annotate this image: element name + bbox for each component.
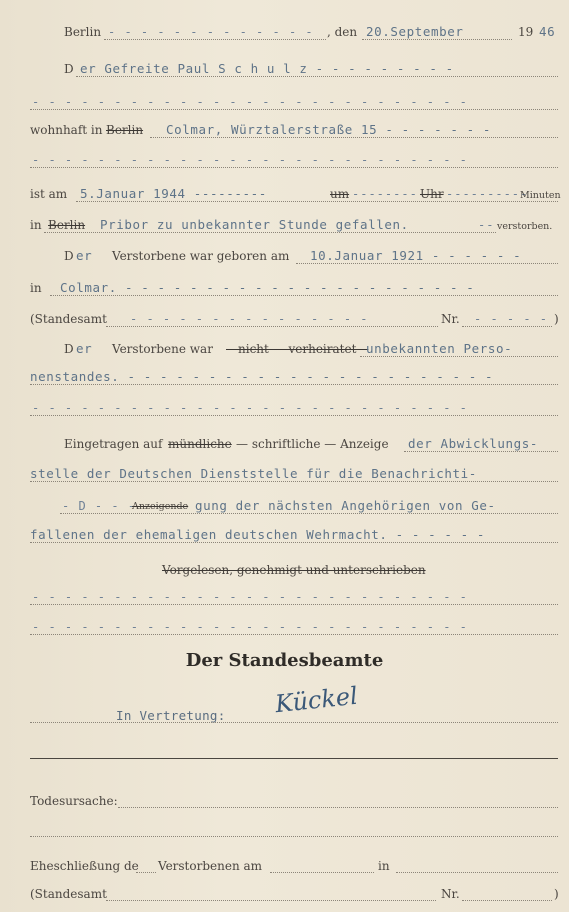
filler-dashes: - - - - - - - - - - - - - - - - - - - - - - - - - - -: [32, 95, 468, 109]
marital-status-cont: nenstandes. - - - - - - - - - - - - - - - - - - - - - - -: [30, 369, 494, 384]
nicht-verheiratet-struck: —nicht — verheiratet—: [226, 342, 369, 356]
d-dashes: - D - - -: [62, 499, 137, 513]
close-paren: ): [554, 887, 559, 901]
dotted-line: [296, 263, 558, 264]
vorgelesen-struck: Vorgelesen, genehmigt und unterschrieben: [162, 563, 426, 577]
anzeigende-struck: Anzeigende: [132, 501, 189, 512]
dotted-line: [150, 137, 558, 138]
ist-am-label: ist am: [30, 187, 68, 201]
dotted-line: [396, 872, 558, 873]
registrant: der Abwicklungs-: [408, 436, 539, 451]
registrant-cont: gung der nächsten Angehörigen von Ge-: [195, 498, 496, 513]
dotted-line: [30, 481, 558, 482]
year-value: 46: [539, 24, 556, 39]
in-label: in: [30, 281, 42, 295]
city-label: Berlin: [64, 25, 102, 39]
dotted-line: [30, 109, 558, 110]
time-dashes: --------: [352, 187, 418, 201]
muendliche-struck: mündliche: [168, 437, 232, 451]
uhr-struck: Uhr: [420, 187, 444, 201]
nr-label: Nr.: [441, 887, 460, 901]
registrant-cont: fallenen der ehemaligen deutschen Wehrmacht. - - - - - -: [30, 527, 486, 542]
der-suffix: er: [76, 341, 93, 356]
dotted-line: [50, 295, 558, 296]
dotted-line: [462, 326, 552, 327]
minute-dashes: ----------: [446, 187, 529, 201]
in-label: in: [378, 859, 390, 873]
dotted-line: [270, 872, 374, 873]
den-label: , den: [327, 25, 358, 39]
dotted-line: [30, 634, 558, 635]
dotted-line: [404, 451, 558, 452]
minuten-label: Minuten: [520, 190, 561, 201]
verstorbene-war-label: Verstorbene war: [112, 342, 213, 356]
filler-dashes: - - - - - - - - - - - - - - - - - - - - - - - - - - -: [32, 590, 468, 604]
eheschliessung-label: Eheschließung de: [30, 859, 139, 873]
dotted-line: [76, 76, 558, 77]
d-prefix: D: [64, 342, 74, 356]
death-date: 5.Januar 1944 ---------: [80, 186, 267, 201]
dotted-line: [30, 836, 558, 837]
standesbeamte-heading: Der Standesbeamte: [185, 650, 384, 671]
marital-status: unbekannten Perso-: [366, 341, 513, 356]
deceased-name: er Gefreite Paul S c h u l z - - - - - - - - -: [80, 61, 454, 76]
um-struck: um: [330, 187, 350, 201]
entry-date: 20.September: [366, 24, 464, 39]
dotted-line: [104, 39, 326, 40]
standesamt-dashes: - - - - - - - - - - - - - - -: [130, 312, 369, 326]
signature: Kückel: [273, 681, 359, 719]
year-prefix: 19: [518, 25, 534, 39]
dotted-line: [30, 167, 558, 168]
section-divider: [30, 758, 558, 759]
dotted-line: [60, 513, 558, 514]
filler-dashes: - - - - - - - - - - - - - - - - - - - - - - - - - - -: [32, 401, 468, 415]
d-prefix: D: [64, 62, 74, 76]
berlin-struck: Berlin: [48, 218, 86, 232]
geboren-label: Verstorbene war geboren am: [112, 249, 290, 263]
residence-address: Colmar, Würztalerstraße 15 - - - - - - -: [166, 122, 492, 137]
place-dashes: --: [478, 218, 495, 232]
dotted-line: [44, 232, 496, 233]
standesamt-label: (Standesamt: [30, 887, 107, 901]
nr-label: Nr.: [441, 312, 460, 326]
dotted-line: [136, 872, 156, 873]
dotted-line: [106, 326, 438, 327]
in-label: in: [30, 218, 42, 232]
dotted-line: [106, 900, 436, 901]
dotted-line: [360, 356, 558, 357]
d-prefix: D: [64, 249, 74, 263]
wohnhaft-label: wohnhaft in: [30, 123, 103, 137]
verstorbenen-am-label: Verstorbenen am: [158, 859, 263, 873]
birth-place: Colmar. - - - - - - - - - - - - - - - - - - - - - -: [60, 280, 475, 295]
filler-dashes: - - - - - - - - - - - - - - - - - - - - - - - - - - -: [32, 153, 468, 167]
eingetragen-label: Eingetragen auf: [64, 437, 163, 451]
dotted-line: [30, 604, 558, 605]
dotted-line: [118, 807, 558, 808]
close-paren: ): [554, 312, 559, 326]
dotted-line: [362, 39, 512, 40]
dotted-line: [30, 415, 558, 416]
death-place: Pribor zu unbekannter Stunde gefallen.: [100, 217, 409, 232]
berlin-struck: Berlin: [106, 123, 144, 137]
der-suffix: er: [76, 248, 93, 263]
dotted-line: [462, 900, 552, 901]
filler-dashes: - - - - - - - - - - - - - - - - - - - - - - - - - - -: [32, 620, 468, 634]
verstorben-label: verstorben.: [497, 221, 553, 232]
birth-date: 10.Januar 1921 - - - - - -: [310, 248, 522, 263]
registrant-cont: stelle der Deutschen Dienststelle für die Benachrichti-: [30, 466, 477, 481]
dotted-line: [30, 542, 558, 543]
nr-dashes: - - - - -: [474, 312, 549, 326]
vertretung-label: In Vertretung:: [116, 708, 226, 723]
todesursache-label: Todesursache:: [30, 794, 118, 808]
city-dashes: - - - - - - - - - - - - -: [108, 25, 314, 39]
dotted-line: [76, 201, 558, 202]
dotted-line: [30, 722, 558, 723]
dotted-line: [30, 384, 558, 385]
schriftliche-label: — schriftliche — Anzeige: [236, 437, 389, 451]
standesamt-label: (Standesamt: [30, 312, 107, 326]
